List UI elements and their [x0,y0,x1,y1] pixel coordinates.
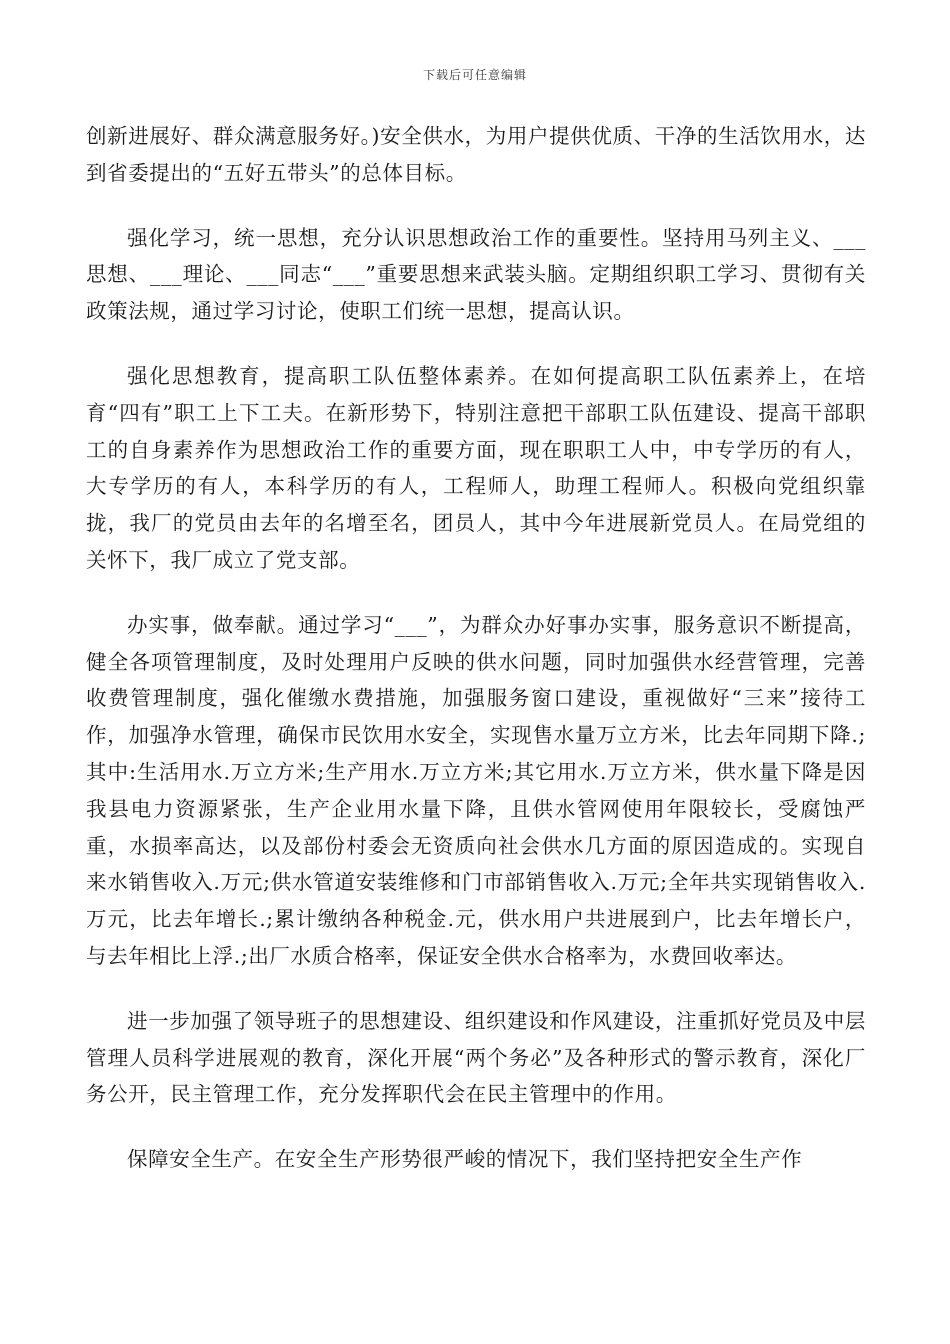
header-note: 下载后可任意编辑 [422,68,527,82]
paragraph-5: 进一步加强了领导班子的思想建设、组织建设和作风建设，注重抓好党员及中层管理人员科学进展观的教育，深化开展“两个务必”及各种形式的警示教育，深化厂务公开，民主管理工作，充分发挥职代会在民主管理中的作用。 [86,1008,866,1107]
paragraph-6: 保障安全生产。在安全生产形势很严峻的情况下，我们坚持把安全生产作 [127,1147,803,1172]
document-body [86,118,866,1206]
paragraph-3: 强化思想教育，提高职工队伍整体素养。在如何提高职工队伍素养上，在培育“四有”职工上下工夫。在新形势下，特别注意把干部职工队伍建设、提高干部职工的自身素养作为思想政治工作的重要方面，现在职职工人中，中专学历的有人，大专学历的有人，本科学历的有人，工程师人，助理工程师人。积极向党组织靠拢，我厂的党员由去年的名增至名，团员人，其中今年进展新党员人。在局党组的关怀下，我厂成立了党支部。 [86,363,866,572]
paragraph-1: 创新进展好、群众满意服务好。)安全供水，为用户提供优质、干净的生活饮用水，达到省委提出的“五好五带头”的总体目标。 [86,124,866,185]
paragraph-2: 强化学习，统一思想，充分认识思想政治工作的重要性。坚持用马列主义、___思想、___理论、___同志“___”重要思想来武装头脑。定期组织职工学习、贯彻有关政策法规，通过学习讨论，使职工们统一思想，提高认识。 [86,225,866,324]
paragraph-4: 办实事，做奉献。通过学习“___”，为群众办好事办实事，服务意识不断提高，健全各项管理制度，及时处理用户反映的供水问题，同时加强供水经营管理，完善收费管理制度，强化催缴水费措施，加强服务窗口建设，重视做好“三来”接待工作，加强净水管理，确保市民饮用水安全，实现售水量万立方米，比去年同期下降.;其中:生活用水.万立方米;生产用水.万立方米;其它用水.万立方米，供水量下降是因我县电力资源紧张，生产企业用水量下降，且供水管网使用年限较长，受腐蚀严重，水损率高达，以及部份村委会无资质向社会供水几方面的原因造成的。实现自来水销售收入.万元;供水管道安装维修和门市部销售收入.万元;全年共实现销售收入.万元，比去年增长.;累计缴纳各种税金.元，供水用户共进展到户，比去年增长户，与去年相比上浮.;出厂水质合格率，保证安全供水合格率为，水费回收率达。 [86,612,866,968]
